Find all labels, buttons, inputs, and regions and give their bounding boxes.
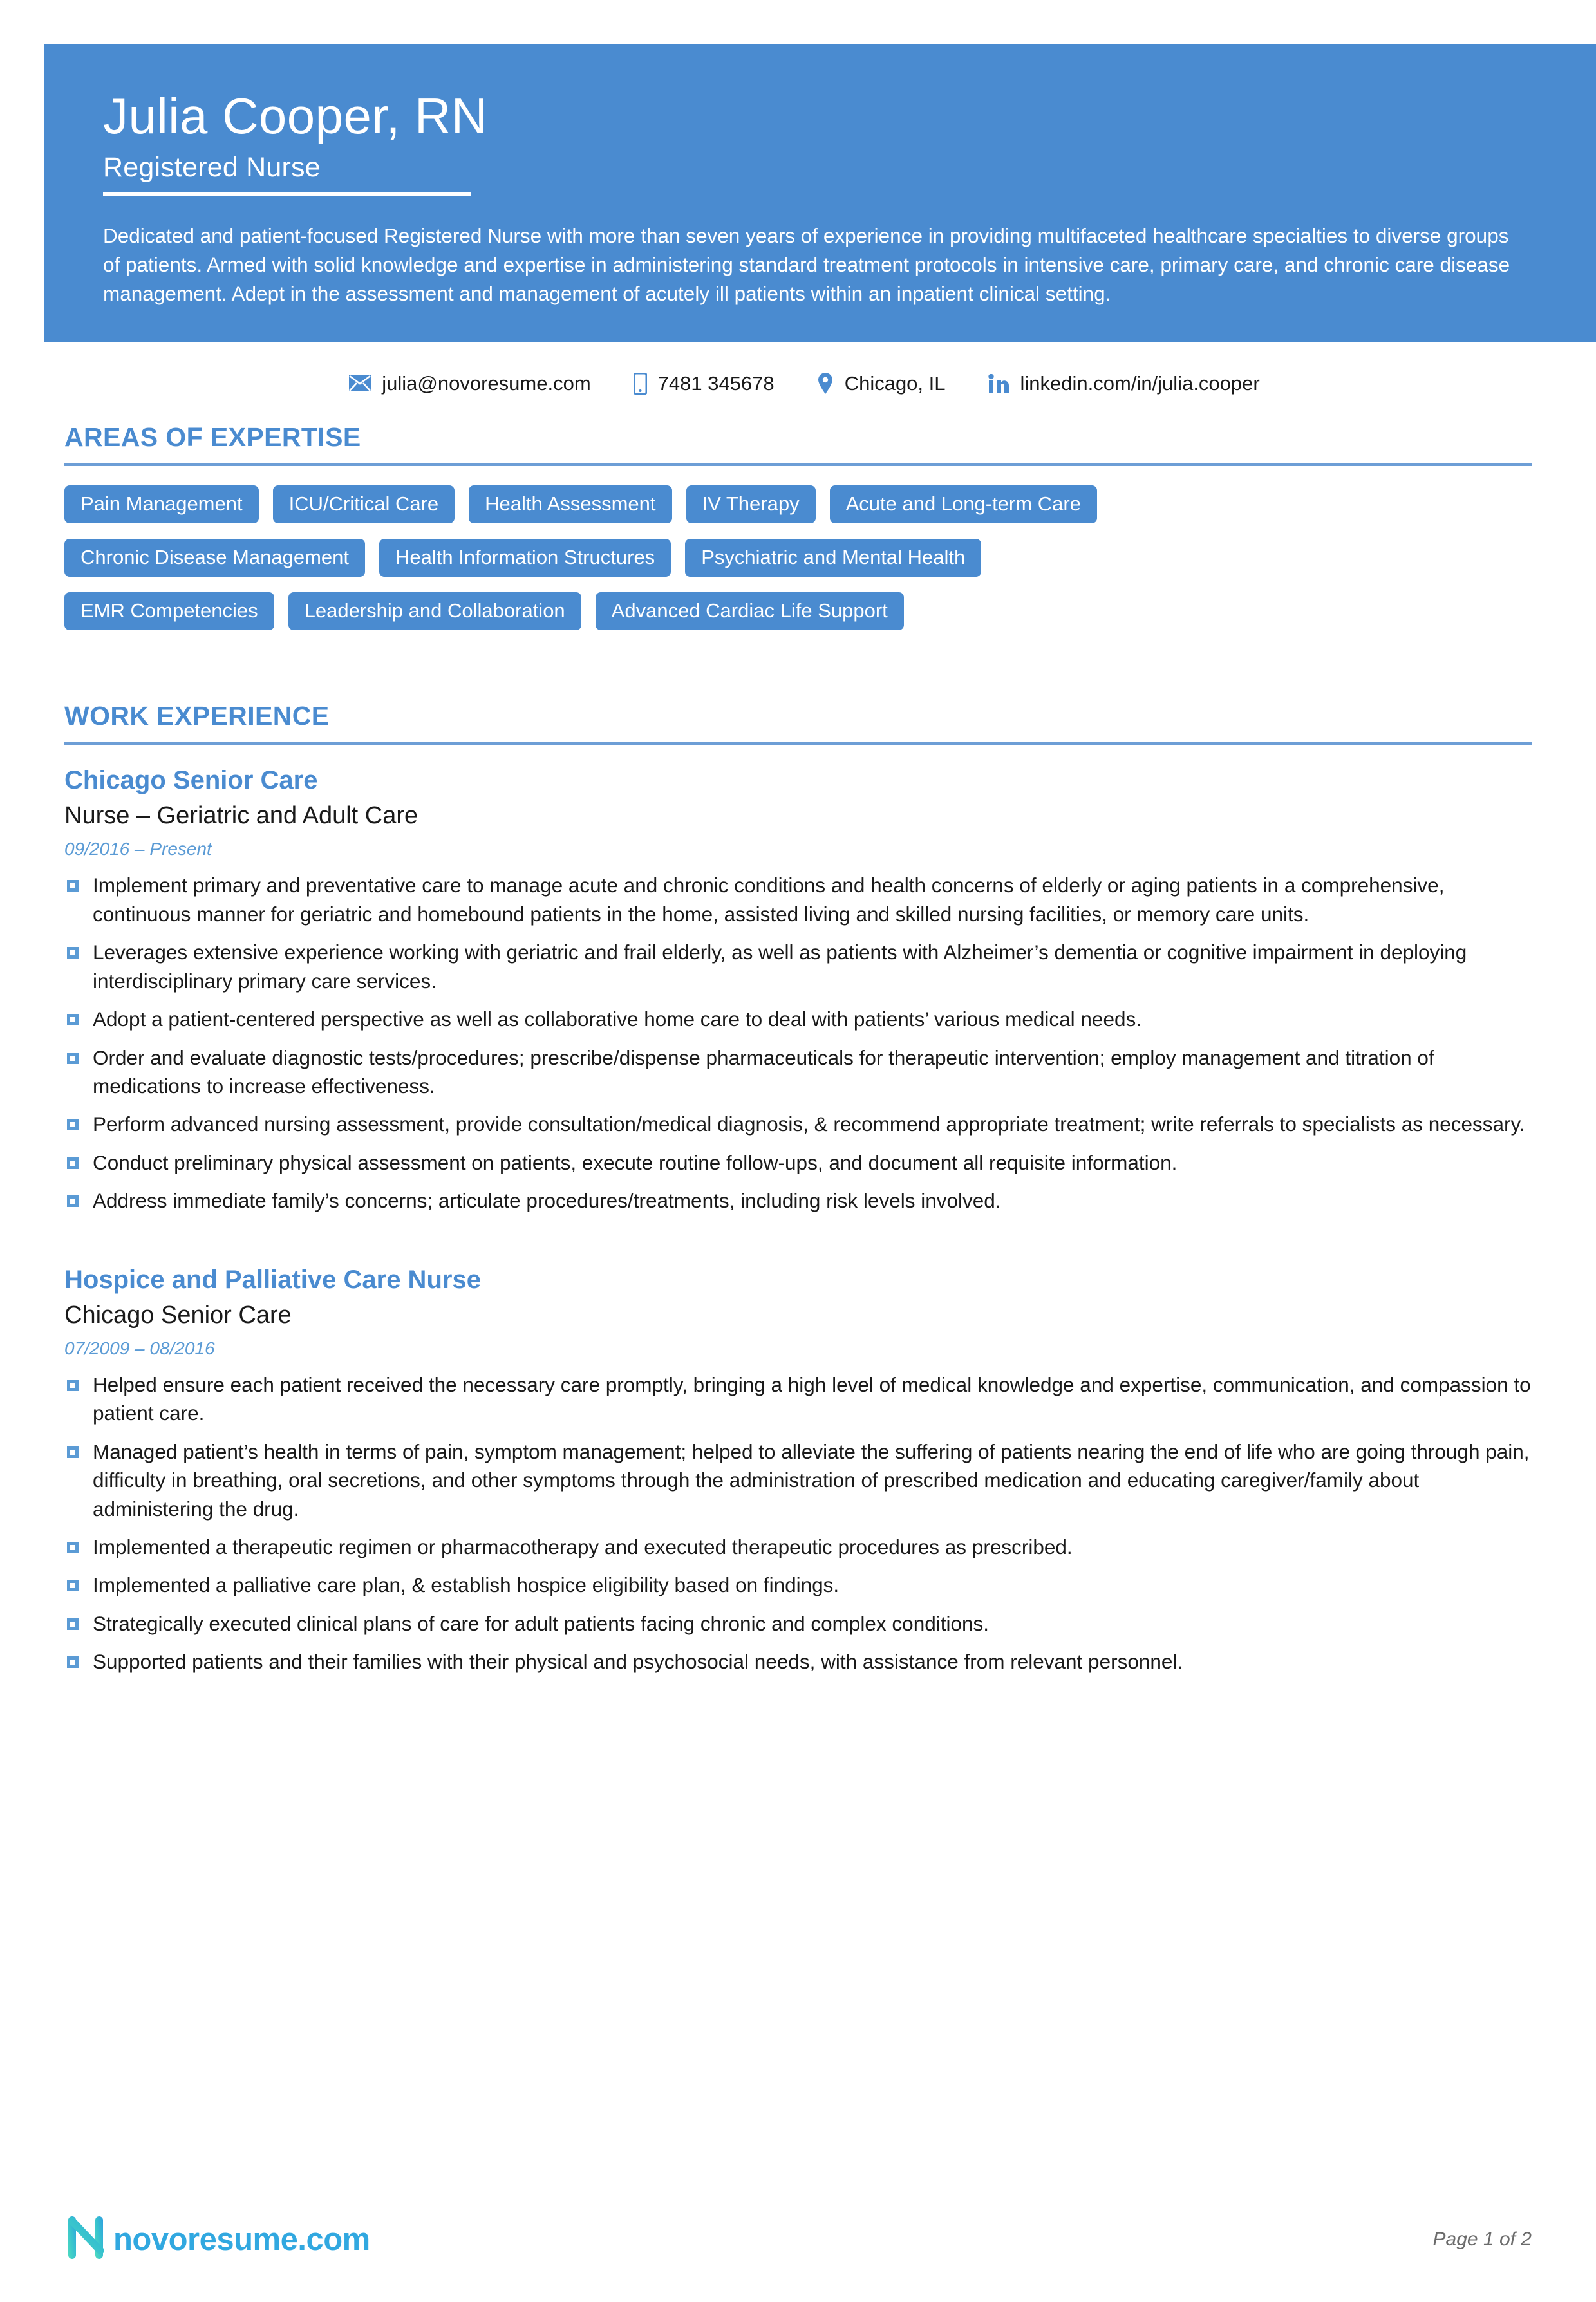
job-bullets [64,1371,1532,1676]
job-bullet [64,1186,1532,1215]
page-footer [64,2216,1532,2262]
skill-tag[interactable]: IV Therapy [686,485,816,523]
job-bullet [64,871,1532,928]
square-bullet-icon [67,1618,79,1630]
square-bullet-icon [67,1446,79,1458]
job-bullet-text: Leverages extensive experience working with geriatric and frail elderly, as well as patients with Alzheimer’s dementia or cognitive impairment in deploying interdisciplinary primary care services. [93,940,1467,993]
contact-linkedin-text: linkedin.com/in/julia.cooper [1020,371,1260,395]
square-bullet-icon [67,1580,79,1591]
skill-tag[interactable]: EMR Competencies [64,592,274,630]
square-bullet-icon [67,1380,79,1391]
header-job-title: Registered Nurse [103,151,321,183]
skill-tag[interactable]: Psychiatric and Mental Health [685,539,981,577]
contact-email-text: julia@novoresume.com [382,371,591,395]
square-bullet-icon [67,1542,79,1553]
job-bullet-text: Adopt a patient-centered perspective as well as collaborative home care to deal with patients’ various medical needs. [93,1007,1141,1031]
job-bullet-text: Order and evaluate diagnostic tests/procedures; prescribe/dispense pharmaceuticals for therapeutic intervention; employ management and titration of medications to increase effectiveness. [93,1045,1434,1098]
job-bullet [64,1148,1532,1177]
expertise-tag-row [64,485,1532,523]
job-dates: 09/2016 – Present [64,839,212,859]
job-entry [64,1264,1532,1676]
mobile-phone-icon [634,373,647,395]
job-bullet [64,938,1532,995]
job-bullets [64,871,1532,1215]
square-bullet-icon [67,1195,79,1207]
contact-linkedin[interactable] [988,372,1260,395]
job-bullet [64,1571,1532,1599]
job-bullet [64,1371,1532,1428]
contact-phone-text: 7481 345678 [657,371,775,395]
job-bullet [64,1043,1532,1101]
square-bullet-icon [67,1119,79,1130]
contact-location-text: Chicago, IL [844,371,946,395]
novoresume-logo[interactable] [64,2216,370,2262]
experience-section [64,701,1532,1676]
job-bullet-text: Helped ensure each patient received the necessary care promptly, bringing a high level of medical knowledge and expertise, communication, and compassion to patient care. [93,1373,1531,1425]
job-bullet-text: Supported patients and their families with their physical and psychosocial needs, with assistance from relevant personnel. [93,1650,1183,1674]
job-bullet [64,1609,1532,1638]
contact-phone[interactable] [634,372,775,395]
square-bullet-icon [67,880,79,892]
header-title-rule [103,192,471,196]
job-bullet [64,1005,1532,1033]
linkedin-icon [988,374,1009,393]
page-number: Page 1 of 2 [1432,2228,1532,2250]
skill-tag[interactable]: Chronic Disease Management [64,539,365,577]
job-bullet [64,1437,1532,1523]
job-company: Chicago Senior Care [64,1301,292,1329]
job-company: Chicago Senior Care [64,765,318,794]
job-bullet [64,1110,1532,1138]
job-bullet [64,1533,1532,1561]
contact-row [64,372,1532,395]
resume-page [0,44,1596,2302]
job-bullet-text: Strategically executed clinical plans of care for adult patients facing chronic and complex conditions. [93,1611,990,1635]
job-position: Nurse – Geriatric and Adult Care [64,801,418,829]
skill-tag[interactable]: ICU/Critical Care [273,485,455,523]
job-position: Hospice and Palliative Care Nurse [64,1265,481,1294]
header-banner [0,44,1596,342]
square-bullet-icon [67,1014,79,1025]
page-title: Julia Cooper, RN [103,88,488,144]
expertise-tag-rows [64,485,1532,630]
expertise-tag-row [64,592,1532,630]
experience-section-title: WORK EXPERIENCE [64,700,330,731]
skill-tag[interactable]: Acute and Long-term Care [830,485,1097,523]
job-bullet-text: Perform advanced nursing assessment, provide consultation/medical diagnosis, & recommend appropriate treatment; write referrals to specialists as necessary. [93,1112,1525,1136]
square-bullet-icon [67,1053,79,1064]
expertise-section-rule [64,463,1532,466]
professional-summary: Dedicated and patient-focused Registered Nurse with more than seven years of experience in providing multifaceted healthcare specialties to diverse groups of patients. Armed with solid knowledge and expertise in administering standard treatment protocols in intensive care, primary care, and chronic care disease management. Adept in the assessment and management of acutely ill patients within an inpatient clinical setting. [103,223,1510,305]
skill-tag[interactable]: Advanced Cardiac Life Support [596,592,904,630]
map-pin-icon [817,372,834,395]
skill-tag[interactable]: Health Information Structures [379,539,671,577]
square-bullet-icon [67,1157,79,1169]
square-bullet-icon [67,1656,79,1668]
job-bullet [64,1647,1532,1676]
job-bullet-text: Managed patient’s health in terms of pain, symptom management; helped to alleviate the suffering of patients nearing the end of life who are going through pain, difficulty in breathing, oral secretions, and other symptoms through the administration of prescribed medication and educating caregiver/family about administering the drug. [93,1439,1530,1521]
job-bullet-text: Implemented a palliative care plan, & establish hospice eligibility based on findings. [93,1573,840,1597]
novoresume-n-mark-icon [64,2216,107,2262]
job-entry [64,764,1532,1215]
job-bullet-text: Address immediate family’s concerns; articulate procedures/treatments, including risk levels involved. [93,1189,1001,1213]
square-bullet-icon [67,947,79,959]
skill-tag[interactable]: Pain Management [64,485,259,523]
envelope-icon [349,375,371,391]
skill-tag[interactable]: Health Assessment [469,485,671,523]
job-bullet-text: Implemented a therapeutic regimen or pharmacotherapy and executed therapeutic procedures as prescribed. [93,1535,1073,1559]
skill-tag[interactable]: Leadership and Collaboration [288,592,581,630]
contact-email[interactable] [349,372,590,395]
expertise-section-title: AREAS OF EXPERTISE [64,422,361,452]
experience-section-rule [64,742,1532,745]
novoresume-logo-text: novoresume.com [113,2222,370,2257]
job-bullet-text: Conduct preliminary physical assessment on patients, execute routine follow-ups, and document all requisite information. [93,1150,1178,1174]
expertise-tag-row [64,539,1532,577]
contact-location[interactable] [817,372,946,395]
expertise-section [64,422,1532,630]
job-bullet-text: Implement primary and preventative care to manage acute and chronic conditions and health concerns of elderly or aging patients in a comprehensive, continuous manner for geriatric and homebound patients in the home, assisted living and skilled nursing facilities, or memory care units. [93,874,1445,926]
job-dates: 07/2009 – 08/2016 [64,1338,215,1359]
